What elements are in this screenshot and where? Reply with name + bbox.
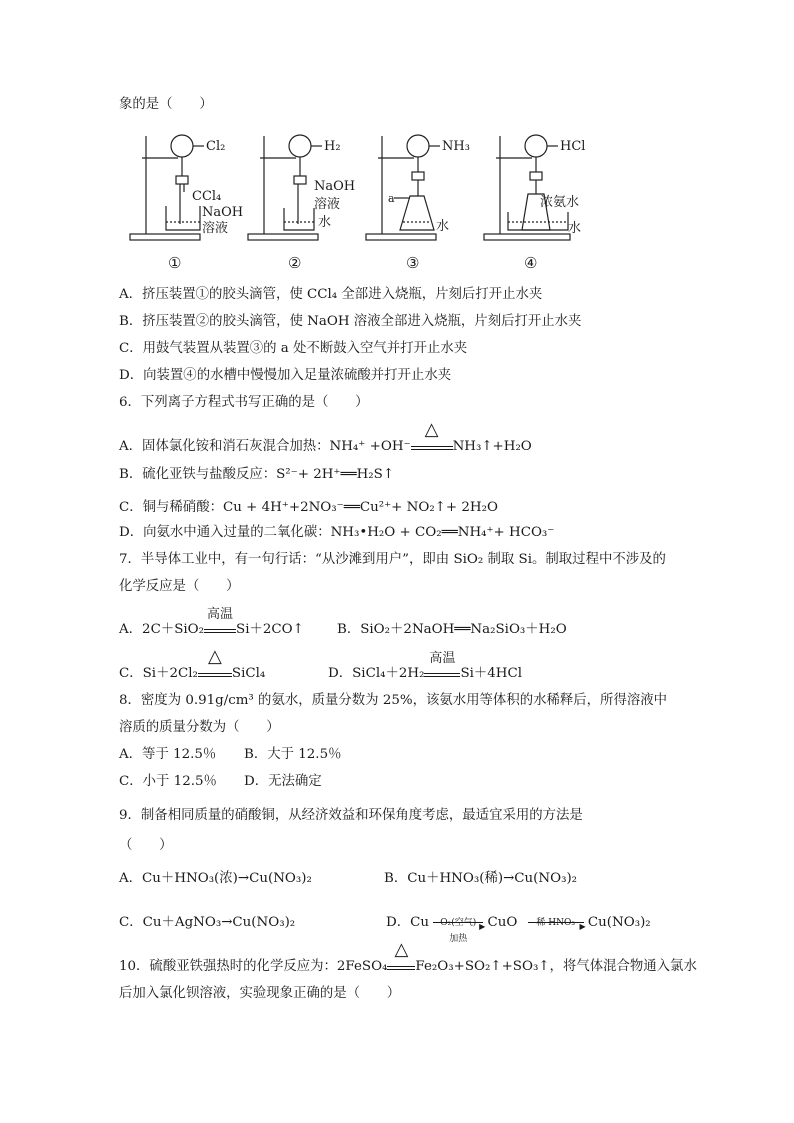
intro-line: 象的是（ ） bbox=[119, 97, 213, 112]
side-label-3: a bbox=[388, 192, 395, 205]
tank-label-4: 浓氨水 bbox=[540, 195, 580, 210]
q8-option-a: A．等于 12.5％ bbox=[119, 747, 217, 762]
beaker-label-1b: 溶液 bbox=[202, 221, 229, 236]
q5-option-b: B．挤压装置②的胶头滴管，使 NaOH 溶液全部进入烧瓶，片刻后打开止水夹 bbox=[119, 314, 582, 329]
q10-line-2: 后加入氯化钡溶液，实验现象正确的是（ ） bbox=[119, 986, 401, 1001]
q8-option-c: C．小于 12.5％ bbox=[119, 774, 217, 789]
q5-option-d: D．向装置④的水槽中慢慢加入足量浓硫酸并打开止水夹 bbox=[119, 368, 452, 383]
q5-option-c: C．用鼓气装置从装置③的 a 处不断鼓入空气并打开止水夹 bbox=[119, 341, 468, 356]
beaker-label-2: 水 bbox=[318, 215, 332, 230]
q10-arrow bbox=[387, 939, 415, 970]
dropper-label-2b: 溶液 bbox=[314, 197, 341, 212]
number-2: ② bbox=[288, 254, 302, 272]
q9-d-over-2: 稀 HNO₃ bbox=[536, 918, 575, 928]
q7-option-b: B．SiO₂＋2NaOH══Na₂SiO₃＋H₂O bbox=[337, 622, 567, 637]
heat-icon: △ bbox=[394, 939, 409, 960]
q7-a-cond: 高温 bbox=[207, 607, 234, 622]
q7-d-cond: 高温 bbox=[429, 651, 456, 666]
apparatus-1 bbox=[130, 135, 204, 240]
q7-a-left: A．2C＋SiO₂ bbox=[119, 622, 205, 637]
q9-d-mid: CuO bbox=[487, 915, 518, 930]
number-4: ④ bbox=[524, 254, 538, 272]
heat-icon: △ bbox=[424, 419, 439, 440]
beaker-label-1a: NaOH bbox=[202, 205, 244, 220]
gas-label-3: NH₃ bbox=[442, 139, 470, 154]
q6-option-c: C．铜与稀硝酸：Cu + 4H⁺+2NO₃⁻══Cu²⁺+ NO₂↑+ 2H₂O bbox=[119, 500, 498, 515]
q10-right: Fe₂O₃+SO₂↑+SO₃↑，将气体混合物通入氯水 bbox=[415, 959, 697, 974]
gas-label-1: Cl₂ bbox=[206, 139, 226, 154]
q9-d-left: D．Cu bbox=[386, 915, 429, 930]
q7-d-arrow bbox=[424, 651, 460, 677]
q7-a-right: Si＋2CO↑ bbox=[236, 622, 304, 637]
q8-stem-2: 溶质的质量分数为（ ） bbox=[119, 720, 280, 735]
q7-stem-1: 7．半导体工业中，有一句行话：“从沙滩到用户”，即由 SiO₂ 制取 Si。制取过程中不涉及的 bbox=[119, 552, 666, 567]
apparatus-figure bbox=[128, 128, 600, 274]
dropper-label-2a: NaOH bbox=[314, 179, 356, 194]
q7-option-d bbox=[328, 651, 523, 683]
q8-option-d: D．无法确定 bbox=[244, 774, 322, 789]
q10-left: 10．硫酸亚铁强热时的化学反应为：2FeSO₄ bbox=[119, 959, 388, 974]
q7-c-right: SiCl₄ bbox=[231, 666, 266, 681]
q8-option-b: B．大于 12.5％ bbox=[244, 747, 342, 762]
q7-option-c bbox=[119, 646, 266, 683]
gas-label-2: H₂ bbox=[324, 139, 341, 154]
q7-a-arrow bbox=[204, 607, 236, 633]
q6-option-a bbox=[119, 419, 532, 456]
gas-label-4: HCl bbox=[560, 139, 586, 154]
q9-d-right: Cu(NO₃)₂ bbox=[587, 915, 651, 930]
q6-stem: 6．下列离子方程式书写正确的是（ ） bbox=[119, 395, 369, 410]
q5-option-a: A．挤压装置①的胶头滴管，使 CCl₄ 全部进入烧瓶，片刻后打开止水夹 bbox=[119, 287, 543, 302]
q7-c-left: C．Si＋2Cl₂ bbox=[119, 666, 198, 681]
q9-stem-1: 9．制备相同质量的硝酸铜，从经济效益和环保角度考虑，最适宜采用的方法是 bbox=[119, 808, 583, 823]
apparatus-2 bbox=[248, 135, 322, 240]
beaker-label-4: 水 bbox=[568, 221, 582, 236]
q9-d-under-1: 加热 bbox=[449, 934, 468, 944]
q9-option-b: B．Cu＋HNO₃(稀)→Cu(NO₃)₂ bbox=[384, 871, 578, 886]
q8-stem-1: 8．密度为 0.91g/cm³ 的氨水，质量分数为 25%，该氨水用等体积的水稀释后，所得溶液中 bbox=[119, 693, 668, 708]
q7-d-right: Si＋4HCl bbox=[460, 666, 523, 681]
q7-stem-2: 化学反应是（ ） bbox=[119, 579, 240, 594]
number-3: ③ bbox=[406, 254, 420, 272]
beaker-label-3: 水 bbox=[436, 219, 450, 234]
q9-option-d: D．Cu O₂(空气) ▶ 加热 CuO 稀 HNO₃ ▶ Cu(NO₃)₂ bbox=[386, 914, 651, 932]
q9-option-c: C．Cu＋AgNO₃→Cu(NO₃)₂ bbox=[119, 915, 296, 930]
q6-a-right: NH₃↑+H₂O bbox=[452, 439, 532, 454]
q6-option-d: D．向氨水中通入过量的二氧化碳：NH₃•H₂O + CO₂══NH₄⁺+ HCO₃⁻ bbox=[119, 525, 555, 540]
number-1: ① bbox=[168, 254, 182, 272]
q7-c-arrow bbox=[198, 646, 232, 677]
q9-option-a: A．Cu＋HNO₃(浓)→Cu(NO₃)₂ bbox=[119, 871, 312, 886]
q7-option-a bbox=[119, 607, 304, 639]
q9-d-over-1: O₂(空气) bbox=[440, 918, 477, 928]
q7-d-left: D．SiCl₄＋2H₂ bbox=[328, 666, 425, 681]
dropper-label-1: CCl₄ bbox=[192, 189, 222, 204]
q9-stem-2: （ ） bbox=[119, 838, 173, 853]
heat-icon: △ bbox=[207, 646, 222, 667]
q6-a-left: A．固体氯化铵和消石灰混合加热：NH₄⁺ +OH⁻ bbox=[119, 439, 411, 454]
apparatus-3 bbox=[366, 135, 440, 240]
q6-a-arrow bbox=[411, 419, 453, 450]
apparatus-4 bbox=[484, 135, 570, 240]
q6-option-b: B．硫化亚铁与盐酸反应：S²⁻+ 2H⁺══H₂S↑ bbox=[119, 467, 395, 482]
